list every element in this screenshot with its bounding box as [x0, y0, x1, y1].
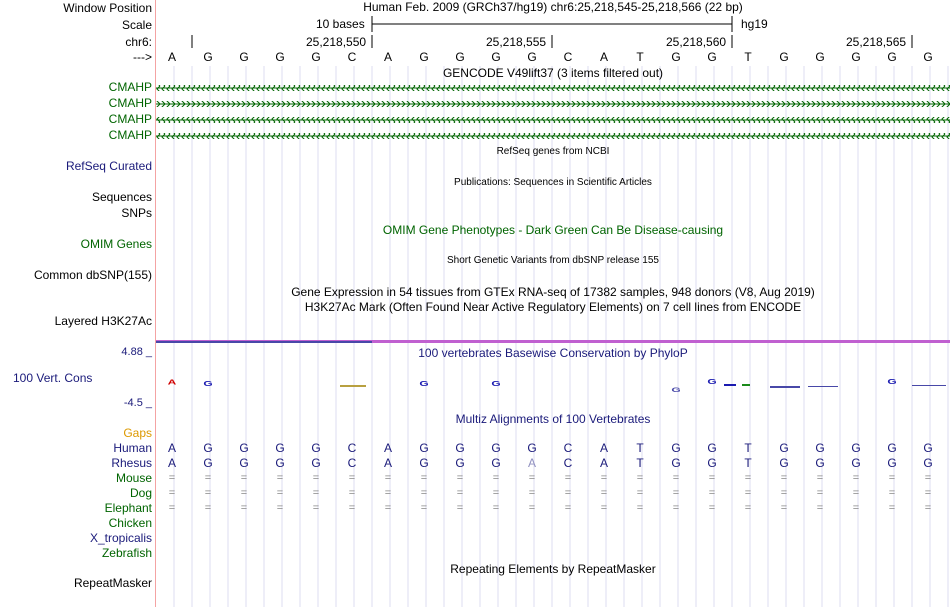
mouse-alignment-symbol: =	[564, 472, 572, 484]
human-base: G	[275, 441, 285, 455]
human-base: T	[744, 441, 752, 455]
base-letter: G	[527, 50, 537, 64]
human-base: G	[527, 441, 537, 455]
assembly-position-title: Human Feb. 2009 (GRCh37/hg19) chr6:25,218,545-25,218,566 (22 bp)	[363, 0, 743, 14]
rhesus-base: G	[455, 456, 465, 470]
mouse-alignment-symbol: =	[780, 472, 788, 484]
mouse-alignment-symbol: =	[528, 472, 536, 484]
zebrafish-label[interactable]: Zebrafish	[101, 546, 152, 560]
cmahp-label-3[interactable]: CMAHP	[108, 112, 152, 126]
mouse-alignment-symbol: =	[744, 472, 752, 484]
h3k27ac-track-title[interactable]: H3K27Ac Mark (Often Found Near Active Regulatory Elements) on 7 cell lines from ENCODE	[304, 300, 802, 314]
dog-alignment-symbol: =	[420, 487, 428, 499]
rhesus-base: T	[636, 456, 644, 470]
base-letter: G	[815, 50, 825, 64]
elephant-alignment-symbol: =	[492, 502, 500, 514]
cmahp-gene-features[interactable]	[156, 80, 950, 142]
human-base: G	[203, 441, 213, 455]
base-letter: T	[636, 50, 644, 64]
rhesus-base: G	[851, 456, 861, 470]
coordinate-tick-label: 25,218,560	[666, 35, 727, 49]
elephant-alignment-symbol: =	[816, 502, 824, 514]
coordinate-ruler	[0, 32, 950, 50]
dog-alignment-symbol: =	[168, 487, 176, 499]
snps-label[interactable]: SNPs	[121, 206, 152, 220]
conservation-logo[interactable]	[156, 372, 950, 394]
dog-alignment-symbol: =	[600, 487, 608, 499]
dog-label[interactable]: Dog	[129, 486, 152, 500]
human-base: G	[419, 441, 429, 455]
strand-arrow-label: --->	[133, 50, 152, 64]
base-letter: G	[455, 50, 465, 64]
dog-alignment-symbol: =	[672, 487, 680, 499]
elephant-alignment-symbol: =	[636, 502, 644, 514]
human-base: G	[455, 441, 465, 455]
elephant-alignment-symbol: =	[600, 502, 608, 514]
vertebrate-conservation-label[interactable]: 100 Vert. Cons	[13, 371, 93, 385]
human-base: G	[851, 441, 861, 455]
phylop-track-title[interactable]: 100 vertebrates Basewise Conservation by PhyloP	[418, 346, 688, 360]
rhesus-base: C	[563, 456, 573, 470]
elephant-alignment-symbol: =	[888, 502, 896, 514]
human-base: C	[563, 441, 573, 455]
rhesus-base: G	[923, 456, 933, 470]
dog-alignment-symbol: =	[276, 487, 284, 499]
elephant-alignment-symbol: =	[348, 502, 356, 514]
mouse-label[interactable]: Mouse	[115, 471, 152, 485]
rhesus-base: G	[671, 456, 681, 470]
elephant-alignment-symbol: =	[708, 502, 716, 514]
dog-alignment-symbol: =	[636, 487, 644, 499]
elephant-alignment-symbol: =	[744, 502, 752, 514]
base-letter: G	[887, 50, 897, 64]
dog-alignment-symbol: =	[708, 487, 716, 499]
rhesus-base: G	[311, 456, 321, 470]
dog-alignment-symbol: =	[240, 487, 248, 499]
rhesus-base: C	[347, 456, 357, 470]
dog-alignment-symbol: =	[312, 487, 320, 499]
conservation-max-label: 4.88 _	[121, 346, 152, 358]
conservation-logo-letter: G	[671, 386, 681, 394]
dog-alignment-symbol: =	[384, 487, 392, 499]
base-letter: G	[671, 50, 681, 64]
base-letter: G	[491, 50, 501, 64]
refseq-track-title[interactable]: RefSeq genes from NCBI	[496, 146, 610, 157]
rhesus-base: A	[599, 456, 608, 470]
elephant-alignment-symbol: =	[384, 502, 392, 514]
base-letter: G	[203, 50, 213, 64]
gaps-label[interactable]: Gaps	[123, 426, 152, 440]
dog-alignment-symbol: =	[852, 487, 860, 499]
mouse-alignment-symbol: =	[456, 472, 464, 484]
conservation-logo-bar	[912, 385, 946, 386]
mouse-alignment-symbol: =	[600, 472, 608, 484]
conservation-logo-letter: G	[203, 379, 213, 388]
elephant-alignment-symbol: =	[276, 502, 284, 514]
coordinate-tick-label: 25,218,550	[306, 35, 367, 49]
mouse-alignment-symbol: =	[420, 472, 428, 484]
dog-alignment-symbol: =	[204, 487, 212, 499]
rhesus-base: G	[707, 456, 717, 470]
elephant-alignment-symbol: =	[852, 502, 860, 514]
human-base: G	[779, 441, 789, 455]
gtex-track-title[interactable]: Gene Expression in 54 tissues from GTEx RNA-seq of 17382 samples, 948 donors (V8, Aug 2019)	[291, 285, 815, 299]
scale-bar-label: 10 bases	[316, 17, 365, 31]
mouse-alignment-symbol: =	[276, 472, 284, 484]
mouse-alignment-symbol: =	[384, 472, 392, 484]
mouse-alignment-symbol: =	[636, 472, 644, 484]
elephant-alignment-symbol: =	[564, 502, 572, 514]
rhesus-base: G	[239, 456, 249, 470]
multiz-track-title[interactable]: Multiz Alignments of 100 Vertebrates	[455, 412, 651, 426]
rhesus-base: A	[167, 456, 176, 470]
human-base: A	[383, 441, 392, 455]
chicken-label[interactable]: Chicken	[108, 516, 152, 530]
base-letter: G	[239, 50, 249, 64]
base-letter: T	[744, 50, 752, 64]
omim-track-title[interactable]: OMIM Gene Phenotypes - Dark Green Can Be Disease-causing	[382, 223, 724, 237]
rhesus-base: G	[275, 456, 285, 470]
cmahp-label-2[interactable]: CMAHP	[108, 96, 152, 110]
repeatmasker-label[interactable]: RepeatMasker	[73, 576, 152, 590]
elephant-alignment-symbol: =	[528, 502, 536, 514]
dog-alignment-symbol: =	[816, 487, 824, 499]
sequences-label[interactable]: Sequences	[91, 190, 152, 204]
dog-alignment-symbol: =	[456, 487, 464, 499]
conservation-logo-letter: G	[491, 379, 501, 388]
human-base: G	[239, 441, 249, 455]
x-tropicalis-label[interactable]: X_tropicalis	[89, 531, 152, 545]
mouse-alignment-symbol: =	[708, 472, 716, 484]
dog-alignment-symbol: =	[348, 487, 356, 499]
rhesus-base: A	[383, 456, 392, 470]
omim-genes-label[interactable]: OMIM Genes	[80, 237, 152, 251]
conservation-logo-bar	[770, 386, 800, 388]
chromosome-label: chr6:	[125, 35, 152, 49]
dog-alignment-symbol: =	[564, 487, 572, 499]
cmahp-label-1[interactable]: CMAHP	[108, 80, 152, 94]
base-letter: G	[779, 50, 789, 64]
mouse-alignment-symbol: =	[816, 472, 824, 484]
elephant-alignment-symbol: =	[168, 502, 176, 514]
conservation-logo-bar	[340, 385, 366, 387]
layered-h3k27ac-label[interactable]: Layered H3K27Ac	[54, 314, 152, 328]
elephant-alignment-symbol: =	[420, 502, 428, 514]
rhesus-base: T	[744, 456, 752, 470]
elephant-alignment-symbol: =	[780, 502, 788, 514]
dog-alignment-symbol: =	[492, 487, 500, 499]
human-base: C	[347, 441, 357, 455]
rhesus-base: G	[203, 456, 213, 470]
elephant-alignment-symbol: =	[924, 502, 932, 514]
mouse-alignment-symbol: =	[168, 472, 176, 484]
base-letter: A	[167, 50, 176, 64]
common-dbsnp-label[interactable]: Common dbSNP(155)	[33, 268, 152, 282]
base-letter: G	[275, 50, 285, 64]
elephant-alignment-symbol: =	[456, 502, 464, 514]
dog-alignment-symbol: =	[528, 487, 536, 499]
window-position-label: Window Position	[63, 1, 152, 15]
base-letter: A	[383, 50, 392, 64]
elephant-alignment-symbol: =	[240, 502, 248, 514]
repeatmasker-track-title[interactable]: Repeating Elements by RepeatMasker	[450, 562, 656, 576]
conservation-logo-letter: G	[707, 378, 717, 387]
conservation-logo-bar	[808, 386, 838, 387]
mouse-alignment-symbol: =	[852, 472, 860, 484]
publications-track-title[interactable]: Publications: Sequences in Scientific Articles	[454, 177, 652, 188]
mouse-alignment-symbol: =	[240, 472, 248, 484]
rhesus-label[interactable]: Rhesus	[111, 456, 152, 470]
human-label[interactable]: Human	[113, 441, 152, 455]
h3k27ac-signal-bar-secondary[interactable]	[156, 341, 372, 343]
base-letter: G	[707, 50, 717, 64]
rhesus-base: G	[815, 456, 825, 470]
gencode-track-title[interactable]: GENCODE V49lift37 (3 items filtered out)	[442, 66, 664, 80]
rhesus-base: G	[779, 456, 789, 470]
human-base: A	[167, 441, 176, 455]
mouse-alignment-symbol: =	[348, 472, 356, 484]
conservation-min-label: -4.5 _	[123, 397, 152, 409]
dog-alignment-symbol: =	[780, 487, 788, 499]
elephant-alignment-symbol: =	[672, 502, 680, 514]
cmahp-label-4[interactable]: CMAHP	[108, 128, 152, 142]
conservation-logo-letter: G	[419, 379, 429, 388]
elephant-label[interactable]: Elephant	[104, 501, 152, 515]
human-base: A	[599, 441, 608, 455]
svg-text:A: A	[167, 378, 177, 387]
human-base: G	[815, 441, 825, 455]
assembly-short-label: hg19	[741, 17, 768, 31]
mouse-alignment-symbol: =	[492, 472, 500, 484]
human-base: G	[491, 441, 501, 455]
coordinate-tick-label: 25,218,565	[846, 35, 907, 49]
base-letter: G	[923, 50, 933, 64]
human-base: G	[671, 441, 681, 455]
dbsnp-track-title[interactable]: Short Genetic Variants from dbSNP release 155	[447, 255, 659, 266]
dog-alignment-symbol: =	[924, 487, 932, 499]
human-base: G	[707, 441, 717, 455]
rhesus-base: G	[419, 456, 429, 470]
human-base: G	[923, 441, 933, 455]
rhesus-base: G	[887, 456, 897, 470]
rhesus-base: G	[491, 456, 501, 470]
mouse-alignment-symbol: =	[924, 472, 932, 484]
mouse-alignment-symbol: =	[312, 472, 320, 484]
elephant-alignment-symbol: =	[312, 502, 320, 514]
base-letter: G	[419, 50, 429, 64]
refseq-curated-label[interactable]: RefSeq Curated	[65, 159, 152, 173]
dog-alignment-symbol: =	[744, 487, 752, 499]
base-letter: C	[347, 50, 357, 64]
elephant-alignment-symbol: =	[204, 502, 212, 514]
dog-alignment-symbol: =	[888, 487, 896, 499]
rhesus-base: A	[527, 456, 536, 470]
base-letter: A	[599, 50, 608, 64]
coordinate-tick-label: 25,218,555	[486, 35, 547, 49]
conservation-logo-bar	[742, 384, 750, 386]
conservation-logo-letter	[168, 379, 177, 387]
base-letter: G	[311, 50, 321, 64]
human-base: G	[311, 441, 321, 455]
conservation-logo-bar	[724, 384, 736, 386]
mouse-alignment-symbol: =	[672, 472, 680, 484]
base-letter: G	[851, 50, 861, 64]
mouse-alignment-symbol: =	[888, 472, 896, 484]
human-base: T	[636, 441, 644, 455]
conservation-logo-letter: G	[887, 378, 897, 387]
base-letter: C	[563, 50, 573, 64]
mouse-alignment-symbol: =	[204, 472, 212, 484]
scale-label: Scale	[121, 18, 152, 32]
human-base: G	[887, 441, 897, 455]
